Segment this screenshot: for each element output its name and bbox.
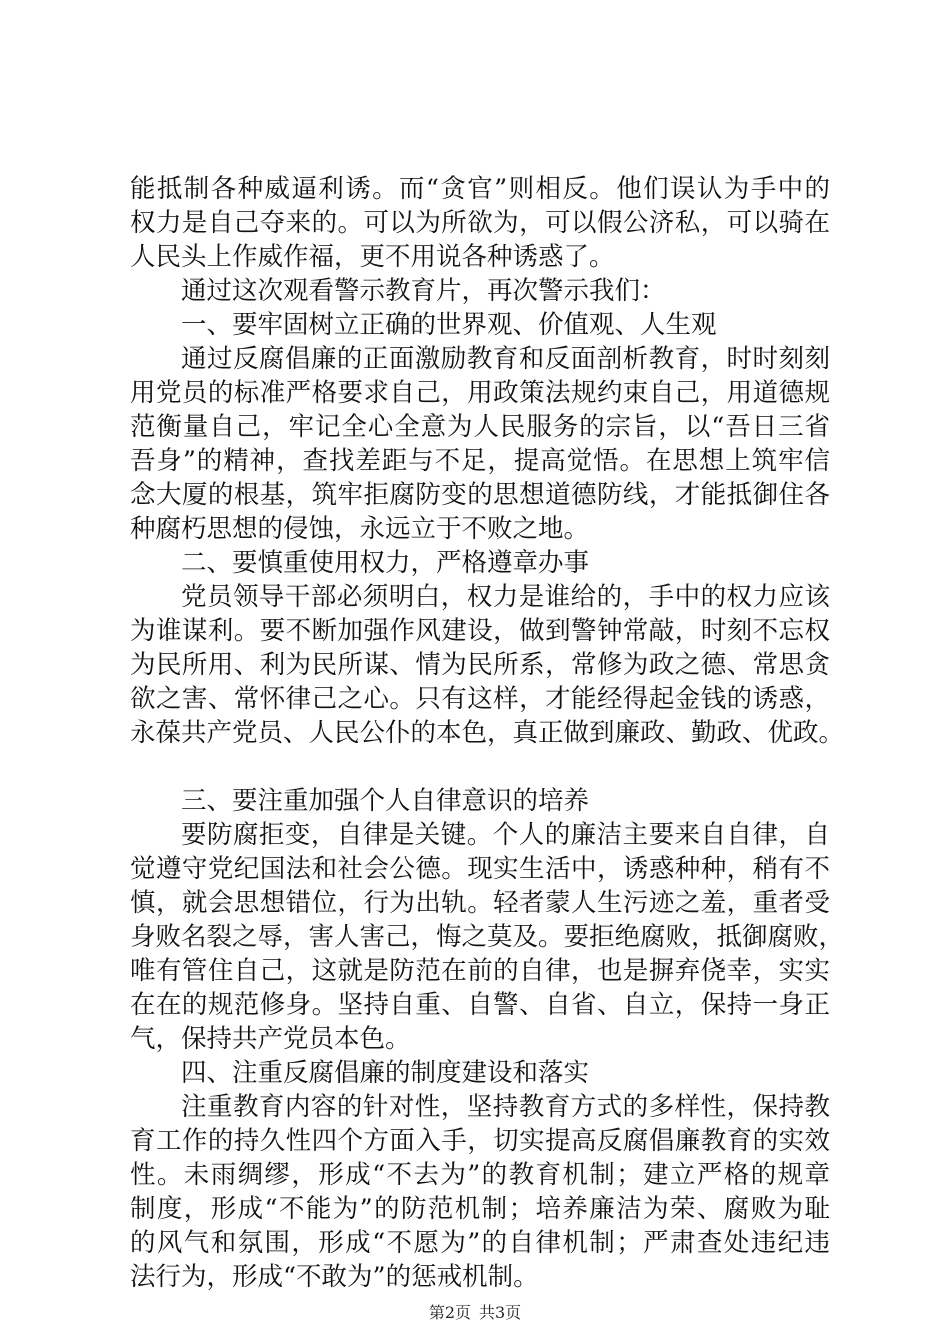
section-heading-3: 三、要注重加强个人自律意识的培养 — [181, 786, 590, 816]
body-line: 唯有管住自己，这就是防范在前的自律，也是摒弃侥幸，实实 — [130, 956, 830, 986]
page-number: 第2页 — [428, 1303, 471, 1322]
body-line: 欲之害、常怀律己之心。只有这样，才能经得起金钱的诱惑， — [130, 684, 830, 714]
body-line: 通过这次观看警示教育片，再次警示我们： — [181, 276, 666, 306]
section-heading-2: 二、要慎重使用权力，严格遵章办事 — [181, 548, 590, 578]
body-line: 觉遵守党纪国法和社会公德。现实生活中，诱惑种种，稍有不 — [130, 854, 830, 884]
body-line: 身败名裂之辱，害人害己，悔之莫及。要拒绝腐败，抵御腐败， — [130, 922, 845, 952]
body-line: 能抵制各种威逼利诱。而“贪官”则相反。他们误认为手中的 — [130, 174, 830, 204]
body-line: 人民头上作威作福，更不用说各种诱惑了。 — [130, 242, 615, 272]
body-line: 范衡量自己，牢记全心全意为人民服务的宗旨，以“吾日三省 — [130, 412, 830, 442]
body-line: 育工作的持久性四个方面入手，切实提高反腐倡廉教育的实效 — [130, 1126, 830, 1156]
body-line: 党员领导干部必须明白，权力是谁给的，手中的权力应该 — [181, 582, 830, 612]
body-line: 慎，就会思想错位，行为出轨。轻者蒙人生污迹之羞，重者受 — [130, 888, 830, 918]
body-line: 气，保持共产党员本色。 — [130, 1024, 411, 1054]
body-line: 通过反腐倡廉的正面激励教育和反面剖析教育，时时刻刻 — [181, 344, 830, 374]
page-total: 共3页 — [479, 1303, 522, 1322]
section-heading-1: 一、要牢固树立正确的世界观、价值观、人生观 — [181, 310, 717, 340]
body-line: 为谁谋利。要不断加强作风建设，做到警钟常敲，时刻不忘权 — [130, 616, 830, 646]
body-line: 吾身”的精神，查找差距与不足，提高觉悟。在思想上筑牢信 — [130, 446, 830, 476]
body-line: 为民所用、利为民所谋、情为民所系，常修为政之德、常思贪 — [130, 650, 830, 680]
body-line: 法行为，形成“不敢为”的惩戒机制。 — [130, 1262, 539, 1292]
body-line: 的风气和氛围，形成“不愿为”的自律机制；严肃查处违纪违 — [130, 1228, 830, 1258]
body-line: 要防腐拒变，自律是关键。个人的廉洁主要来自自律，自 — [181, 820, 830, 850]
body-line: 用党员的标准严格要求自己，用政策法规约束自己，用道德规 — [130, 378, 830, 408]
page-footer — [0, 1303, 950, 1323]
body-line: 念大厦的根基，筑牢拒腐防变的思想道德防线，才能抵御住各 — [130, 480, 830, 510]
body-line: 权力是自己夺来的。可以为所欲为，可以假公济私，可以骑在 — [130, 208, 830, 238]
section-heading-4: 四、注重反腐倡廉的制度建设和落实 — [181, 1058, 590, 1088]
body-line: 注重教育内容的针对性，坚持教育方式的多样性，保持教 — [181, 1092, 830, 1122]
body-line: 性。未雨绸缪，形成“不去为”的教育机制；建立严格的规章 — [130, 1160, 830, 1190]
body-line: 种腐朽思想的侵蚀，永远立于不败之地。 — [130, 514, 590, 544]
body-line: 制度，形成“不能为”的防范机制；培养廉洁为荣、腐败为耻 — [130, 1194, 830, 1224]
body-line: 在在的规范修身。坚持自重、自警、自省、自立，保持一身正 — [130, 990, 830, 1020]
body-line: 永葆共产党员、人民公仆的本色，真正做到廉政、勤政、优政。 — [130, 718, 845, 748]
